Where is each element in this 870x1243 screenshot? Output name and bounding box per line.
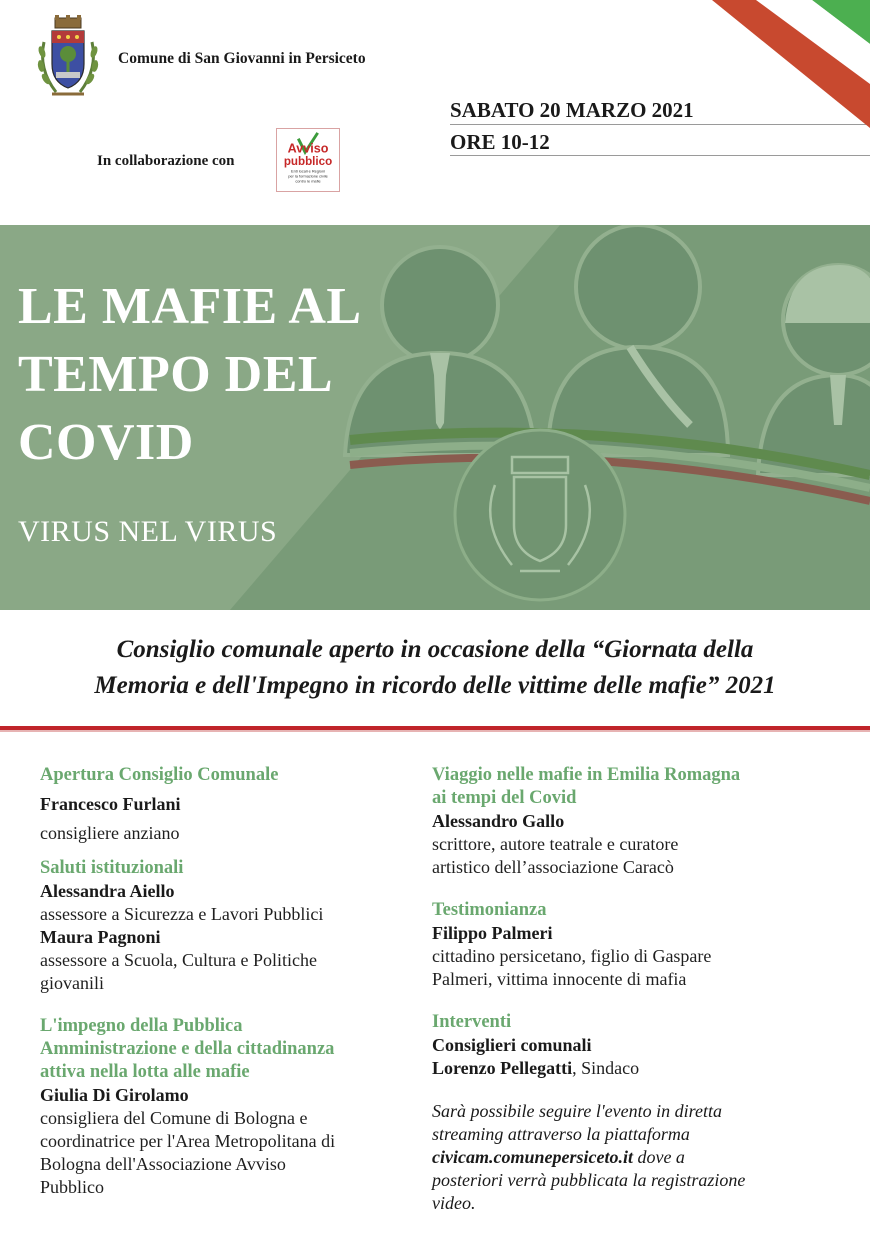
time-divider	[450, 155, 870, 156]
speaker-name: Filippo Palmeri	[432, 923, 553, 943]
streaming-note-line: streaming attraverso la piattaforma	[432, 1124, 690, 1144]
event-title-line-1: LE MAFIE AL	[18, 278, 362, 335]
speaker-name: Giulia Di Girolamo	[40, 1085, 189, 1105]
municipality-crest-icon	[36, 14, 100, 104]
avviso-logo-word1: Avviso	[287, 141, 329, 156]
speaker-role: assessore a Scuola, Cultura e Politiche	[40, 950, 317, 970]
streaming-note-tail: dove a	[632, 1147, 685, 1167]
streaming-note-line: video.	[432, 1193, 476, 1213]
title-banner	[0, 225, 870, 610]
red-divider-shadow	[0, 730, 870, 732]
avviso-logo-tagline-3: contro le mafie	[295, 178, 321, 184]
streaming-url-link[interactable]: civicam.comunepersiceto.it	[432, 1147, 633, 1167]
streaming-note-line	[432, 1146, 852, 1169]
speaker-role: consigliera del Comune di Bologna e	[40, 1108, 308, 1128]
event-time: ORE 10-12	[450, 130, 550, 154]
speaker-name: Alessandra Aiello	[40, 881, 175, 901]
intro-line-1: Consiglio comunale aperto in occasione della “Giornata della	[116, 636, 754, 663]
speaker-role: assessore a Sicurezza e Lavori Pubblici	[40, 904, 324, 924]
municipality-name: Comune di San Giovanni in Persiceto	[118, 50, 366, 67]
event-date: SABATO 20 MARZO 2021	[450, 98, 694, 122]
event-subtitle: VIRUS NEL VIRUS	[18, 515, 278, 548]
intro-line-2: Memoria e dell'Impegno in ricordo delle vittime delle mafie” 2021	[94, 672, 776, 699]
section-title-greetings: Saluti istituzionali	[40, 858, 184, 878]
avviso-logo-tagline-1: Enti locali e Regioni	[291, 168, 325, 174]
intro-text	[0, 632, 870, 704]
speaker-role: Bologna dell'Associazione Avviso	[40, 1154, 286, 1174]
speaker-role: consigliere anziano	[40, 823, 180, 843]
avviso-logo-tagline-2: per la formazione civile	[288, 173, 328, 179]
italian-flag-stripe-icon	[700, 0, 870, 130]
speaker-role: artistico dell’associazione Caracò	[432, 857, 674, 877]
speaker-role: scrittore, autore teatrale e curatore	[432, 834, 679, 854]
speaker-role: giovanili	[40, 973, 104, 993]
speaker-role: cittadino persicetano, figlio di Gaspare	[432, 946, 712, 966]
speaker-role: Palmeri, vittima innocente di mafia	[432, 969, 687, 989]
section-title-interventions: Interventi	[432, 1012, 512, 1032]
section-title-journey: ai tempi del Covid	[432, 788, 577, 808]
program-left-column	[40, 764, 420, 1199]
speaker-role: coordinatrice per l'Area Metropolitana di	[40, 1131, 336, 1151]
section-title-testimony: Testimonianza	[432, 900, 547, 920]
speaker-name: Maura Pagnoni	[40, 927, 161, 947]
streaming-note-line: Sarà possibile seguire l'evento in diretta	[432, 1101, 722, 1121]
speaker-name: Alessandro Gallo	[432, 811, 565, 831]
streaming-note-line: posteriori verrà pubblicata la registrazione	[432, 1170, 746, 1190]
speaker-group: Consiglieri comunali	[432, 1035, 592, 1055]
section-title-commitment: L'impegno della Pubblica	[40, 1016, 243, 1036]
speaker-role: , Sindaco	[572, 1058, 640, 1078]
section-title-opening: Apertura Consiglio Comunale	[40, 765, 279, 785]
collaboration-label: In collaborazione con	[97, 153, 235, 169]
streaming-note	[432, 1100, 852, 1215]
section-title-commitment: Amministrazione e della cittadinanza	[40, 1039, 335, 1059]
event-title-line-3: COVID	[18, 414, 194, 471]
speaker-role: Pubblico	[40, 1177, 105, 1197]
avviso-pubblico-logo	[276, 128, 340, 192]
avviso-logo-word2: pubblico	[283, 154, 333, 168]
speaker-name: Francesco Furlani	[40, 794, 181, 814]
program-right-column	[432, 764, 852, 1215]
speaker-line	[432, 1057, 852, 1080]
speaker-name: Lorenzo Pellegatti	[432, 1058, 573, 1078]
event-title	[18, 273, 362, 477]
section-title-commitment: attiva nella lotta alle mafie	[40, 1062, 250, 1082]
event-title-line-2: TEMPO DEL	[18, 346, 334, 403]
section-title-journey: Viaggio nelle mafie in Emilia Romagna	[432, 765, 741, 785]
